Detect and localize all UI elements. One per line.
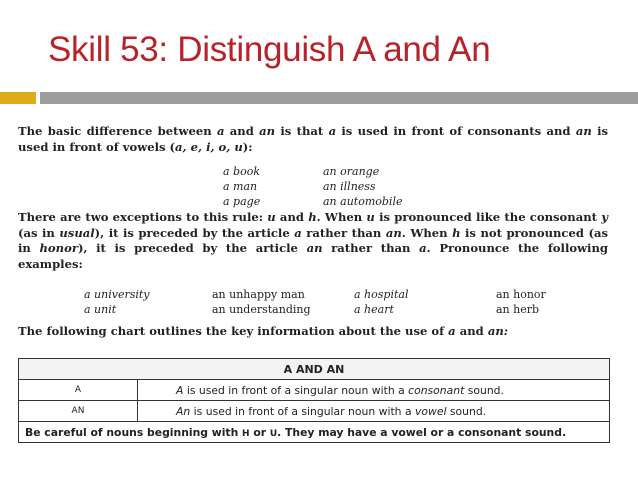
text: an [259,124,276,138]
paragraph-basic-difference [18,124,608,155]
text: is used in front of a singular noun with a [190,404,416,418]
text: is used in front of vowels ( [18,124,608,154]
text: U [269,428,278,439]
text: and [224,124,260,138]
text: u [366,210,375,224]
text: honor [39,241,78,255]
example-item: a book [223,165,261,178]
row-label-an: AN [19,401,138,422]
example-item: a university [84,288,150,301]
paragraph-chart-intro [18,324,608,340]
text: sound. [464,383,504,397]
text: A [176,383,184,397]
table-row [19,401,610,422]
text: a [448,324,456,338]
text: There are two exceptions to this rule: [18,210,268,224]
accent-bar-gold [0,92,36,104]
text: u [267,210,276,224]
examples-an-column [323,164,423,209]
row-description-a [138,380,610,401]
paragraph-exceptions [18,210,608,272]
accent-bar-gray [40,92,638,104]
text: vowel [415,404,447,418]
text: H [242,428,250,439]
row-label-a: A [19,380,138,401]
text: . When [401,225,453,240]
text: or [249,425,270,439]
example-item: an understanding [212,303,311,316]
text: ), it is preceded by the article [94,225,295,240]
text: and [275,210,309,224]
text: and [455,324,488,338]
example-item: a heart [354,303,394,316]
table-note-row [19,422,610,443]
text: . They may have a vowel or a consonant sound. [277,425,567,439]
slide-title: Skill 53: Distinguish A and An [48,30,491,69]
text: rather than [301,225,386,240]
examples-column-1 [84,287,212,317]
example-item: an herb [496,303,540,316]
examples-column-2 [212,287,354,317]
text: an [385,225,402,240]
text: rather than [322,241,420,255]
example-item: a man [223,180,258,193]
example-item: an honor [496,288,546,301]
table-row [19,380,610,401]
examples-column-3 [354,287,496,317]
example-item: an illness [323,180,376,193]
a-and-an-table [18,358,610,443]
text: an [306,241,323,255]
example-item: a page [223,195,261,208]
example-item: an automobile [323,195,403,208]
text: Be careful of nouns beginning with [25,425,243,439]
text: a [419,241,427,255]
text: is not pronounced (as in [18,225,608,255]
example-item: an orange [323,165,380,178]
examples-basic [223,164,423,209]
text: consonant [408,383,465,397]
text: a, e, i, o, u [175,139,243,154]
example-item: a hospital [354,288,409,301]
text: y [601,210,608,224]
table-header-row [19,359,610,380]
text: h [452,225,461,240]
text: ), it is preceded by the article [77,241,307,255]
text: (as in [18,225,60,240]
text: The basic difference between [18,124,217,138]
text: is used in front of consonants and [336,124,576,138]
text: is that [275,124,329,138]
example-item: a unit [84,303,117,316]
examples-a-column [223,164,323,209]
text: is used in front of a singular noun with a [183,383,409,397]
text: an: [487,324,509,338]
scanned-page [18,116,630,462]
text: an [575,124,592,138]
example-item: an unhappy man [212,288,305,301]
text: sound. [446,404,487,418]
row-description-an [138,401,610,422]
text: . Pronounce the following examples: [18,241,608,271]
text: a [216,124,225,138]
text: a [294,225,302,240]
text: is pronounced like the consonant [374,210,602,224]
text: h [308,210,317,224]
text: a [328,124,337,138]
text: . When [316,210,367,224]
examples-column-4 [496,287,596,317]
examples-exceptions [84,287,596,317]
text: usual [59,225,95,240]
table-header: A AND AN [19,359,610,380]
table-note [19,422,610,443]
text: ): [242,139,253,154]
text: An [176,404,191,418]
text: The following chart outlines the key information about the use of [18,324,449,338]
